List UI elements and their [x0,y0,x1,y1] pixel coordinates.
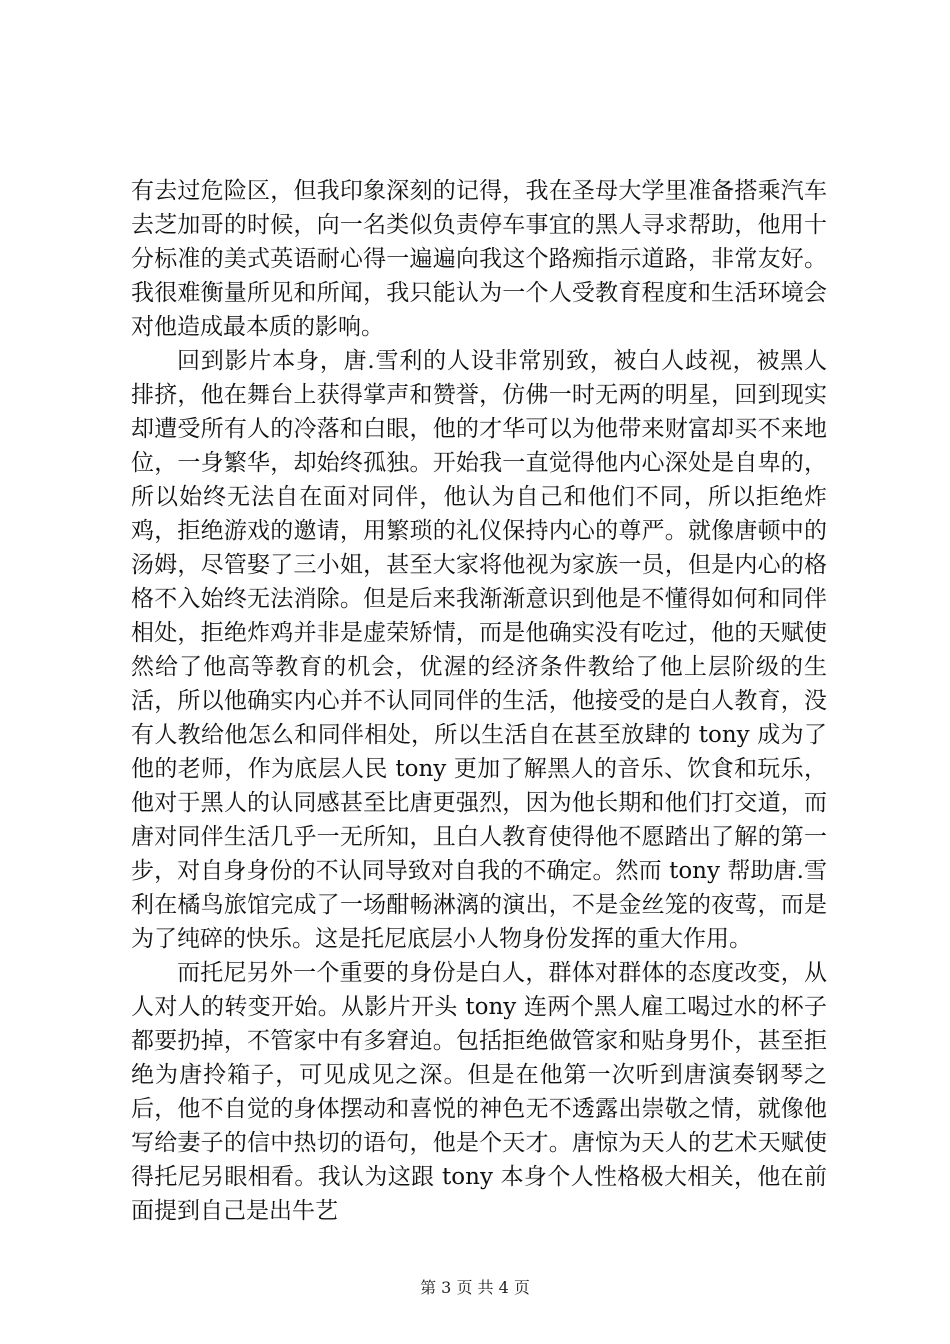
paragraph-3: 而托尼另外一个重要的身份是白人，群体对群体的态度改变，从人对人的转变开始。从影片开头 tony 连两个黑人雇工喝过水的杯子都要扔掉，不管家中有多窘迫。包括拒绝做管家和贴身男仆，甚至拒绝为唐拎箱子，可见成见之深。但是在他第一次听到唐演奏钢琴之后，他不自觉的身体摆动和喜悦的神色无不透露出崇敬之情，就像他写给妻子的信中热切的语句，他是个天才。唐惊为天人的艺术天赋使得托尼另眼相看。我认为这跟 tony 本身个人性格极大相关，他在前面提到自己是出牛艺 [131,960,827,1224]
document-body [131,174,827,1228]
paragraph-1: 有去过危险区，但我印象深刻的记得，我在圣母大学里准备搭乘汽车去芝加哥的时候，向一名类似负责停车事宜的黑人寻求帮助，他用十分标准的美式英语耐心得一遍遍向我这个路痴指示道路，非常友好。我很难衡量所见和所闻，我只能认为一个人受教育程度和生活环境会对他造成最本质的影响。 [131,178,827,340]
paragraph-2: 回到影片本身，唐.雪利的人设非常别致，被白人歧视，被黑人排挤，他在舞台上获得掌声和赞誉，仿佛一时无两的明星，回到现实却遭受所有人的冷落和白眼，他的才华可以为他带来财富却买不来地位，一身繁华，却始终孤独。开始我一直觉得他内心深处是自卑的，所以始终无法自在面对同伴，他认为自己和他们不同，所以拒绝炸鸡，拒绝游戏的邀请，用繁琐的礼仪保持内心的尊严。就像唐顿中的汤姆，尽管娶了三小姐，甚至大家将他视为家族一员，但是内心的格格不入始终无法消除。但是后来我渐渐意识到他是不懂得如何和同伴相处，拒绝炸鸡并非是虚荣矫情，而是他确实没有吃过，他的天赋使然给了他高等教育的机会，优渥的经济条件教给了他上层阶级的生活，所以他确实内心并不认同同伴的生活，他接受的是白人教育，没有人教给他怎么和同伴相处，所以生活自在甚至放肆的 tony 成为了他的老师，作为底层人民 tony 更加了解黑人的音乐、饮食和玩乐，他对于黑人的认同感甚至比唐更强烈，因为他长期和他们打交道，而唐对同伴生活几乎一无所知，且白人教育使得他不愿踏出了解的第一步，对自身身份的不认同导致对自我的不确定。然而 tony 帮助唐.雪利在橘鸟旅馆完成了一场酣畅淋漓的演出，不是金丝笼的夜莺，而是为了纯碎的快乐。这是托尼底层小人物身份发挥的重大作用。 [131,348,827,952]
page-number-footer: 第 3 页 共 4 页 [420,1278,530,1297]
